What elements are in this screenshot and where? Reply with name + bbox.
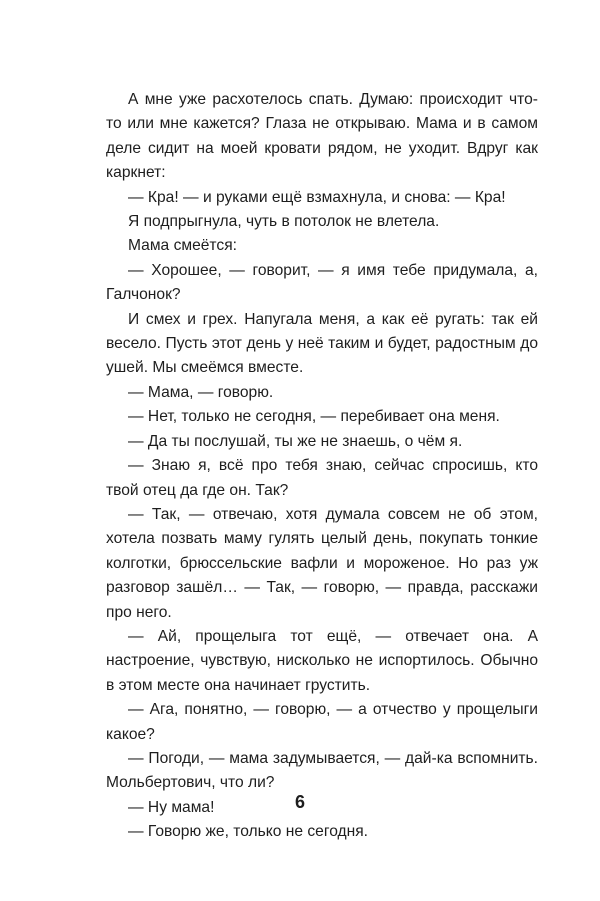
paragraph: — Знаю я, всё про тебя знаю, сейчас спросишь, кто твой отец да где он. Так? xyxy=(106,457,538,499)
paragraph: — Да ты послушай, ты же не знаешь, о чём я. xyxy=(128,432,463,450)
paragraph: — Хорошее, — говорит, — я имя тебе придумала, а, Галчонок? xyxy=(106,261,538,304)
paragraph: — Говорю же, только не сегодня. xyxy=(128,823,369,841)
paragraph: — Так, — отвечаю, хотя думала совсем не об этом, хотела позвать маму гулять целый день, покупать тонкие колготки, брюссельские вафли и мороженое. Но раз уж разговор зашёл… — Так, — говорю, — правда, расскажи про него. xyxy=(106,505,538,621)
paragraph: — Мама, — говорю. xyxy=(128,383,274,401)
paragraph: — Погоди, — мама задумывается, — дай-ка вспомнить. Мольбертович, что ли? xyxy=(106,749,538,792)
paragraph: Мама смеётся: xyxy=(128,237,237,255)
paragraph: Я подпрыгнула, чуть в потолок не влетела. xyxy=(128,213,440,231)
paragraph: А мне уже расхотелось спать. Думаю: происходит что-то или мне кажется? Глаза не открываю. Мама и в самом деле сидит на моей кровати рядом, не уходит. Вдруг как каркнет: xyxy=(106,91,538,182)
paragraph: — Нет, только не сегодня, — перебивает она меня. xyxy=(128,408,500,426)
paragraph: — Ага, понятно, — говорю, — а отчество у прощелыги какое? xyxy=(106,701,538,743)
paragraph: И смех и грех. Напугала меня, а как её ругать: так ей весело. Пусть этот день у неё таким и будет, радостным до ушей. Мы смеёмся вместе. xyxy=(106,310,538,377)
page-number: 6 xyxy=(294,792,305,812)
paragraph: — Ну мама! xyxy=(128,798,215,816)
page-body-text xyxy=(106,88,538,845)
paragraph: — Кра! — и руками ещё взмахнула, и снова: — Кра! xyxy=(128,188,506,206)
paragraph: — Ай, прощелыга тот ещё, — отвечает она. А настроение, чувствую, нисколько не испортилось. Обычно в этом месте она начинает грустить. xyxy=(106,627,538,694)
